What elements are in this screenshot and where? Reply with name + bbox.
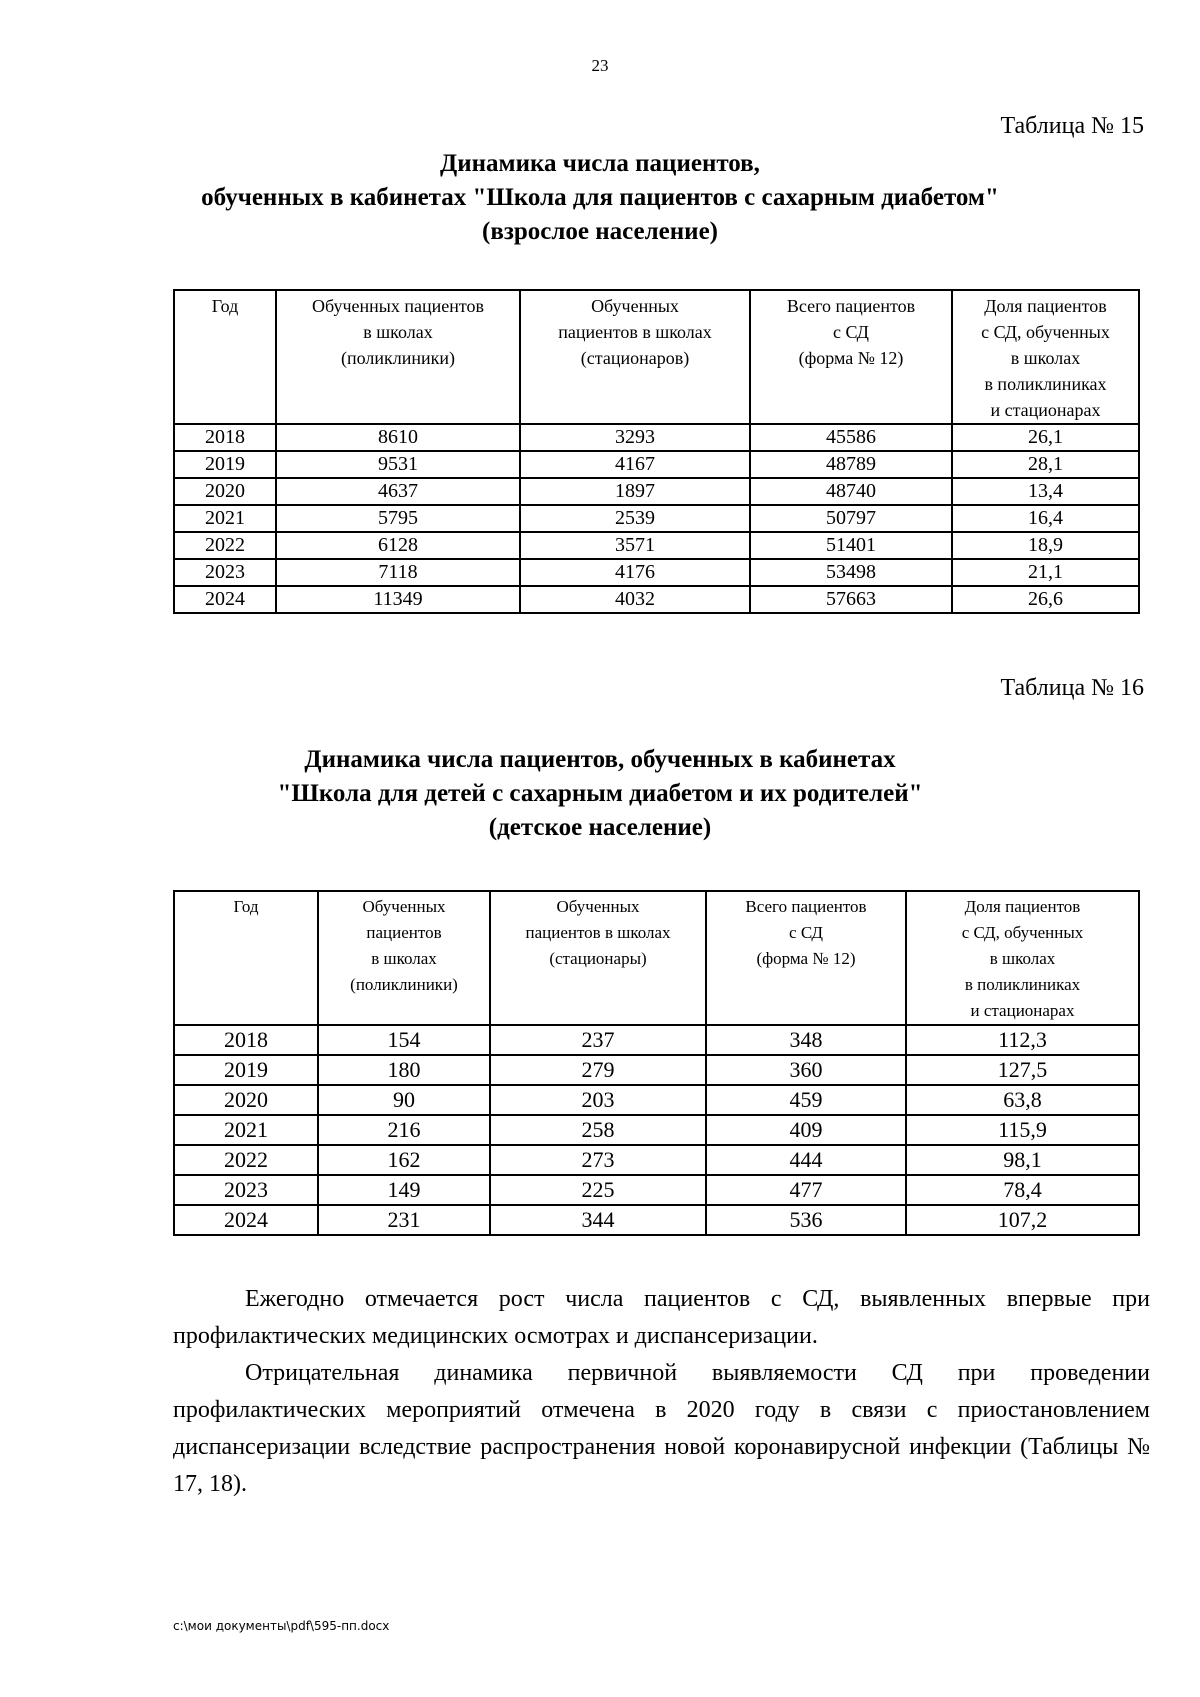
table-15-label: Таблица № 15 [1000,113,1144,139]
table-row [174,505,1139,532]
table-cell: 273 [490,1145,706,1175]
column-header-line: (стационары) [549,949,647,968]
column-header-line: Обученных [556,897,640,916]
table-cell: 348 [706,1025,906,1055]
column-header-line: (поликлиники) [340,348,455,368]
paragraph: Отрицательная динамика первичной выявляемости СД при проведении профилактических мероприятий отмечена в 2020 году в связи с приостановлением диспансеризации вследствие распространения новой коронавирусной инфекции (Таблицы № 17, 18). [173,1360,1150,1497]
table-cell: 2021 [174,1115,318,1145]
table-cell: 16,4 [952,505,1139,532]
table-cell: 4032 [520,586,750,613]
column-header [750,290,952,424]
table-cell: 216 [318,1115,490,1145]
table-cell: 4176 [520,559,750,586]
column-header [906,891,1139,1025]
column-header [276,290,520,424]
table-cell: 203 [490,1085,706,1115]
table-16-title [0,743,1200,845]
column-header-line: (поликлиники) [350,975,458,994]
column-header [952,290,1139,424]
table-cell: 3293 [520,424,750,451]
column-header-line: Обученных пациентов [311,296,484,316]
table-cell: 2021 [174,505,276,532]
column-header-line: в поликлиниках [964,975,1081,994]
column-header [520,290,750,424]
table-cell: 4167 [520,451,750,478]
table-cell: 2024 [174,586,276,613]
table-cell: 78,4 [906,1175,1139,1205]
table-cell: 2019 [174,451,276,478]
table-cell: 115,9 [906,1115,1139,1145]
table-15-title-line: обученных в кабинетах "Школа для пациентов с сахарным диабетом" [201,184,999,211]
table-16-label: Таблица № 16 [1000,675,1144,701]
table-cell: 225 [490,1175,706,1205]
column-header-line: и стационарах [990,400,1101,420]
table-cell: 8610 [276,424,520,451]
table-cell: 63,8 [906,1085,1139,1115]
column-header-line: (форма № 12) [756,949,856,968]
table-cell: 258 [490,1115,706,1145]
table-row [174,1055,1139,1085]
table-cell: 127,5 [906,1055,1139,1085]
table-cell: 6128 [276,532,520,559]
table-cell: 2019 [174,1055,318,1085]
table-row [174,586,1139,613]
table-cell: 57663 [750,586,952,613]
table-cell: 154 [318,1025,490,1055]
table-cell: 360 [706,1055,906,1085]
table-cell: 536 [706,1205,906,1235]
table-row [174,451,1139,478]
table-cell: 112,3 [906,1025,1139,1055]
column-header [174,290,276,424]
table-cell: 48789 [750,451,952,478]
table-cell: 2023 [174,1175,318,1205]
column-header-line: пациентов [366,923,442,942]
column-header-line: (форма № 12) [798,348,904,368]
table-15 [173,289,1140,614]
table-row [174,559,1139,586]
table-cell: 2018 [174,1025,318,1055]
table-cell: 13,4 [952,478,1139,505]
table-cell: 98,1 [906,1145,1139,1175]
table-row [174,1145,1139,1175]
table-cell: 11349 [276,586,520,613]
table-cell: 2024 [174,1205,318,1235]
column-header-line: Доля пациентов [964,897,1081,916]
table-cell: 2018 [174,424,276,451]
table-15-title-line: Динамика числа пациентов, [440,150,760,177]
body-text [173,1281,1150,1503]
table-cell: 90 [318,1085,490,1115]
column-header-line: пациентов в школах [558,322,712,342]
table-cell: 51401 [750,532,952,559]
table-row [174,532,1139,559]
column-header-line: в школах [371,949,437,968]
table-header-row [174,290,1139,424]
column-header-line: в школах [989,949,1056,968]
table-cell: 53498 [750,559,952,586]
column-header-line: Доля пациентов [984,296,1107,316]
table-cell: 50797 [750,505,952,532]
table-cell: 45586 [750,424,952,451]
column-header-line: с СД [789,923,823,942]
table-cell: 2022 [174,1145,318,1175]
table-cell: 26,6 [952,586,1139,613]
table-cell: 18,9 [952,532,1139,559]
table-cell: 459 [706,1085,906,1115]
table-row [174,1115,1139,1145]
table-cell: 48740 [750,478,952,505]
table-cell: 26,1 [952,424,1139,451]
column-header [174,891,318,1025]
table-16 [173,890,1140,1236]
column-header-line: Обученных [362,897,446,916]
column-header-line: в школах [363,322,433,342]
table-cell: 344 [490,1205,706,1235]
table-cell: 2023 [174,559,276,586]
table-cell: 7118 [276,559,520,586]
footer-file-path: c:\мои документы\pdf\595-пп.docx [173,1619,390,1633]
table-16-title-line: "Школа для детей с сахарным диабетом и их родителей" [277,780,923,807]
table-cell: 2539 [520,505,750,532]
table-header-row [174,891,1139,1025]
column-header [706,891,906,1025]
table-cell: 9531 [276,451,520,478]
table-15-title-line: (взрослое население) [482,218,718,245]
column-header-line: Всего пациентов [786,296,916,316]
column-header-line: с СД, обученных [961,923,1084,942]
paragraph: Ежегодно отмечается рост числа пациентов с СД, выявленных впервые при профилактических медицинских осмотрах и диспансеризации. [173,1286,1150,1349]
column-header [318,891,490,1025]
table-cell: 21,1 [952,559,1139,586]
table-cell: 409 [706,1115,906,1145]
table-cell: 4637 [276,478,520,505]
table-row [174,1175,1139,1205]
table-cell: 149 [318,1175,490,1205]
page-number: 23 [591,56,609,75]
column-header-line: Год [211,296,239,316]
table-cell: 237 [490,1025,706,1055]
table-cell: 2022 [174,532,276,559]
table-row [174,1025,1139,1055]
column-header-line: Обученных [591,296,679,316]
table-cell: 28,1 [952,451,1139,478]
table-cell: 477 [706,1175,906,1205]
table-row [174,424,1139,451]
table-16-title-line: Динамика числа пациентов, обученных в кабинетах [304,746,896,773]
column-header-line: пациентов в школах [525,923,671,942]
table-row [174,1085,1139,1115]
column-header-line: с СД [833,322,869,342]
column-header-line: Всего пациентов [745,897,867,916]
column-header-line: и стационарах [970,1001,1075,1020]
table-cell: 279 [490,1055,706,1085]
table-cell: 5795 [276,505,520,532]
table-row [174,478,1139,505]
table-16-title-line: (детское население) [488,814,712,841]
column-header [490,891,706,1025]
column-header-line: в поликлиниках [984,374,1107,394]
column-header-line: Год [233,897,259,916]
table-15-title [0,147,1200,249]
table-cell: 444 [706,1145,906,1175]
table-cell: 1897 [520,478,750,505]
table-cell: 162 [318,1145,490,1175]
table-cell: 2020 [174,1085,318,1115]
table-cell: 107,2 [906,1205,1139,1235]
table-cell: 180 [318,1055,490,1085]
table-cell: 2020 [174,478,276,505]
table-cell: 231 [318,1205,490,1235]
column-header-line: (стационаров) [580,348,690,368]
table-cell: 3571 [520,532,750,559]
column-header-line: с СД, обученных [981,322,1110,342]
column-header-line: в школах [1010,348,1081,368]
table-row [174,1205,1139,1235]
